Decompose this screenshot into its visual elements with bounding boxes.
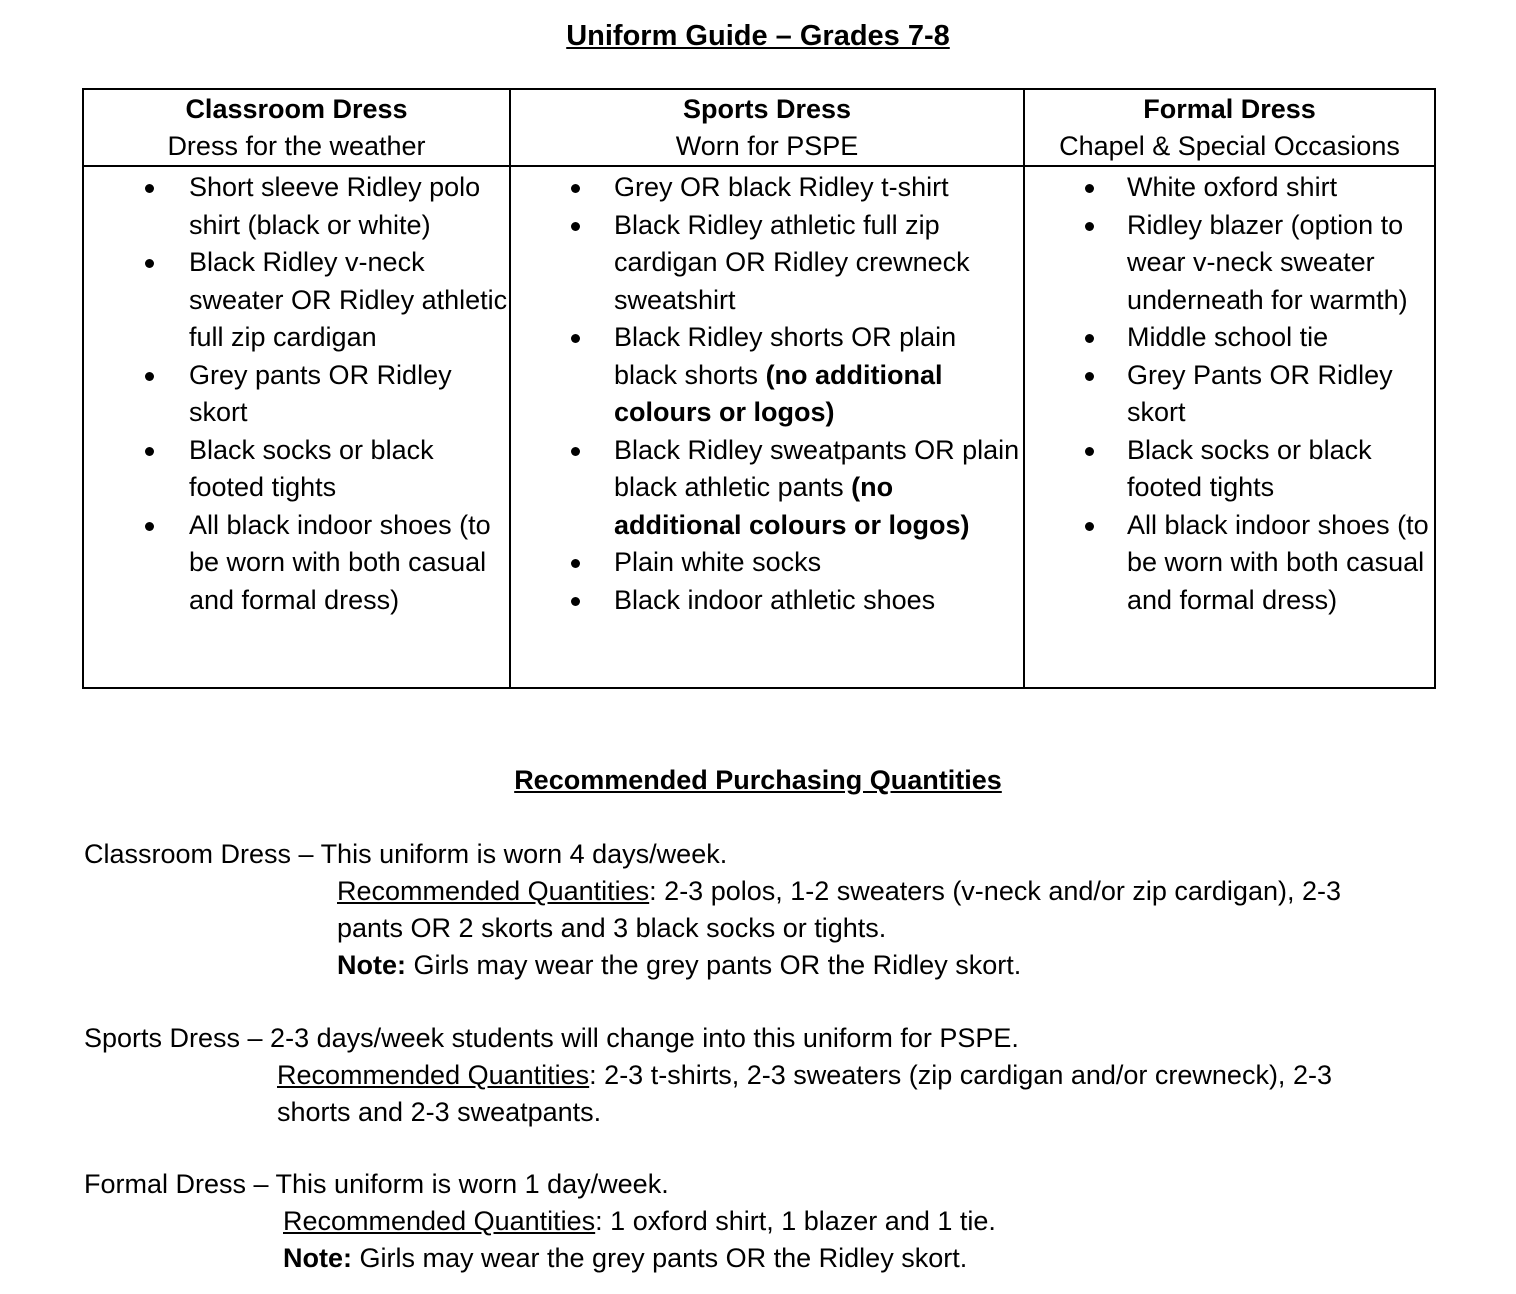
bullet-icon — [571, 559, 580, 568]
item-list — [511, 169, 1023, 619]
item-text: Middle school tie — [1127, 322, 1329, 352]
list-item — [511, 319, 1023, 432]
item-text: Black Ridley sweatpants OR plain black athletic pants — [614, 434, 1020, 502]
bullet-icon — [1085, 522, 1094, 531]
formal-note — [84, 1240, 1454, 1277]
item-text: Grey pants OR Ridley skort — [189, 359, 452, 427]
bullet-icon — [1085, 447, 1094, 456]
note-label: Note: — [283, 1243, 352, 1273]
column-heading: Classroom Dress — [185, 94, 408, 124]
bullet-icon — [571, 184, 580, 193]
item-text: Ridley blazer (option to wear v-neck sweater underneath for warmth) — [1127, 209, 1408, 315]
list-item — [84, 432, 509, 507]
column-items-classroom — [83, 166, 510, 688]
page-title: Uniform Guide – Grades 7-8 — [566, 20, 950, 52]
classroom-recommended — [84, 873, 1454, 910]
list-item — [511, 582, 1023, 620]
list-item — [1025, 507, 1434, 620]
formal-intro: Formal Dress – This uniform is worn 1 day/week. — [84, 1169, 669, 1199]
classroom-purchasing-section — [84, 836, 1454, 984]
sports-intro: Sports Dress – 2-3 days/week students will change into this uniform for PSPE. — [84, 1023, 1019, 1053]
list-item — [84, 357, 509, 432]
recommended-text: : 1 oxford shirt, 1 blazer and 1 tie. — [595, 1206, 996, 1236]
column-subheading: Chapel & Special Occasions — [1059, 131, 1400, 161]
recommended-text: : 2-3 polos, 1-2 sweaters (v-neck and/or zip cardigan), 2-3 — [649, 876, 1341, 906]
item-text: Black socks or black footed tights — [189, 434, 434, 502]
recommended-label: Recommended Quantities — [277, 1060, 590, 1090]
column-items-formal — [1024, 166, 1435, 688]
item-text: Black socks or black footed tights — [1127, 434, 1372, 502]
bullet-icon — [571, 597, 580, 606]
list-item — [1025, 357, 1434, 432]
formal-recommended — [84, 1203, 1454, 1240]
column-subheading: Worn for PSPE — [675, 131, 859, 161]
item-emphasis: (no additional colours or logos) — [614, 472, 970, 540]
column-items-sports — [510, 166, 1024, 688]
classroom-recommended-cont: pants OR 2 skorts and 3 black socks or tights. — [337, 913, 887, 943]
item-text: All black indoor shoes (to be worn with both casual and formal dress) — [1127, 509, 1429, 615]
classroom-note — [84, 947, 1454, 984]
list-item — [1025, 432, 1434, 507]
recommended-label: Recommended Quantities — [283, 1206, 596, 1236]
bullet-icon — [571, 334, 580, 343]
item-list — [84, 169, 509, 619]
item-text: Short sleeve Ridley polo shirt (black or white) — [189, 172, 481, 240]
bullet-icon — [145, 184, 154, 193]
bullet-icon — [145, 372, 154, 381]
table-header-row — [83, 89, 1435, 166]
item-text: Black Ridley shorts OR plain black shorts — [614, 322, 957, 390]
item-text: Grey OR black Ridley t-shirt — [614, 172, 949, 202]
column-header-formal — [1024, 89, 1435, 166]
list-item — [511, 169, 1023, 207]
bullet-icon — [1085, 334, 1094, 343]
item-text: Plain white socks — [614, 547, 822, 577]
list-item — [84, 244, 509, 357]
list-item — [84, 169, 509, 244]
bullet-icon — [145, 447, 154, 456]
bullet-icon — [145, 522, 154, 531]
column-heading: Formal Dress — [1143, 94, 1316, 124]
sports-recommended — [84, 1057, 1454, 1094]
item-text: Black Ridley v-neck sweater OR Ridley athletic full zip cardigan — [189, 247, 508, 352]
list-item — [1025, 207, 1434, 320]
list-item — [511, 432, 1023, 545]
bullet-icon — [145, 259, 154, 268]
bullet-icon — [571, 222, 580, 231]
recommended-label: Recommended Quantities — [337, 876, 650, 906]
table-body-row — [83, 166, 1435, 688]
column-header-sports — [510, 89, 1024, 166]
item-text: White oxford shirt — [1127, 172, 1338, 202]
item-text: Black Ridley athletic full zip cardigan OR Ridley crewneck sweatshirt — [614, 209, 970, 315]
column-heading: Sports Dress — [682, 94, 852, 124]
note-text: Girls may wear the grey pants OR the Ridley skort. — [406, 950, 1022, 980]
list-item — [84, 507, 509, 620]
list-item — [1025, 319, 1434, 357]
bullet-icon — [1085, 372, 1094, 381]
list-item — [511, 544, 1023, 582]
bullet-icon — [571, 447, 580, 456]
list-item — [1025, 169, 1434, 207]
uniform-table — [82, 88, 1436, 689]
classroom-intro: Classroom Dress – This uniform is worn 4 days/week. — [84, 839, 728, 869]
recommended-text: : 2-3 t-shirts, 2-3 sweaters (zip cardigan and/or crewneck), 2-3 — [589, 1060, 1332, 1090]
formal-purchasing-section — [84, 1166, 1454, 1277]
column-subheading: Dress for the weather — [167, 131, 426, 161]
item-text: All black indoor shoes (to be worn with both casual and formal dress) — [189, 509, 491, 615]
item-text: Grey Pants OR Ridley skort — [1127, 359, 1393, 427]
item-text: Black indoor athletic shoes — [614, 584, 936, 615]
note-text: Girls may wear the grey pants OR the Ridley skort. — [352, 1243, 968, 1273]
bullet-icon — [1085, 184, 1094, 193]
item-emphasis: (no additional colours or logos) — [614, 359, 943, 427]
bullet-icon — [1085, 222, 1094, 231]
sports-purchasing-section — [84, 1020, 1454, 1131]
column-header-classroom — [83, 89, 510, 166]
purchasing-heading: Recommended Purchasing Quantities — [514, 765, 1002, 795]
list-item — [511, 207, 1023, 320]
item-list — [1025, 169, 1434, 619]
sports-recommended-cont: shorts and 2-3 sweatpants. — [277, 1097, 602, 1127]
note-label: Note: — [337, 950, 406, 980]
